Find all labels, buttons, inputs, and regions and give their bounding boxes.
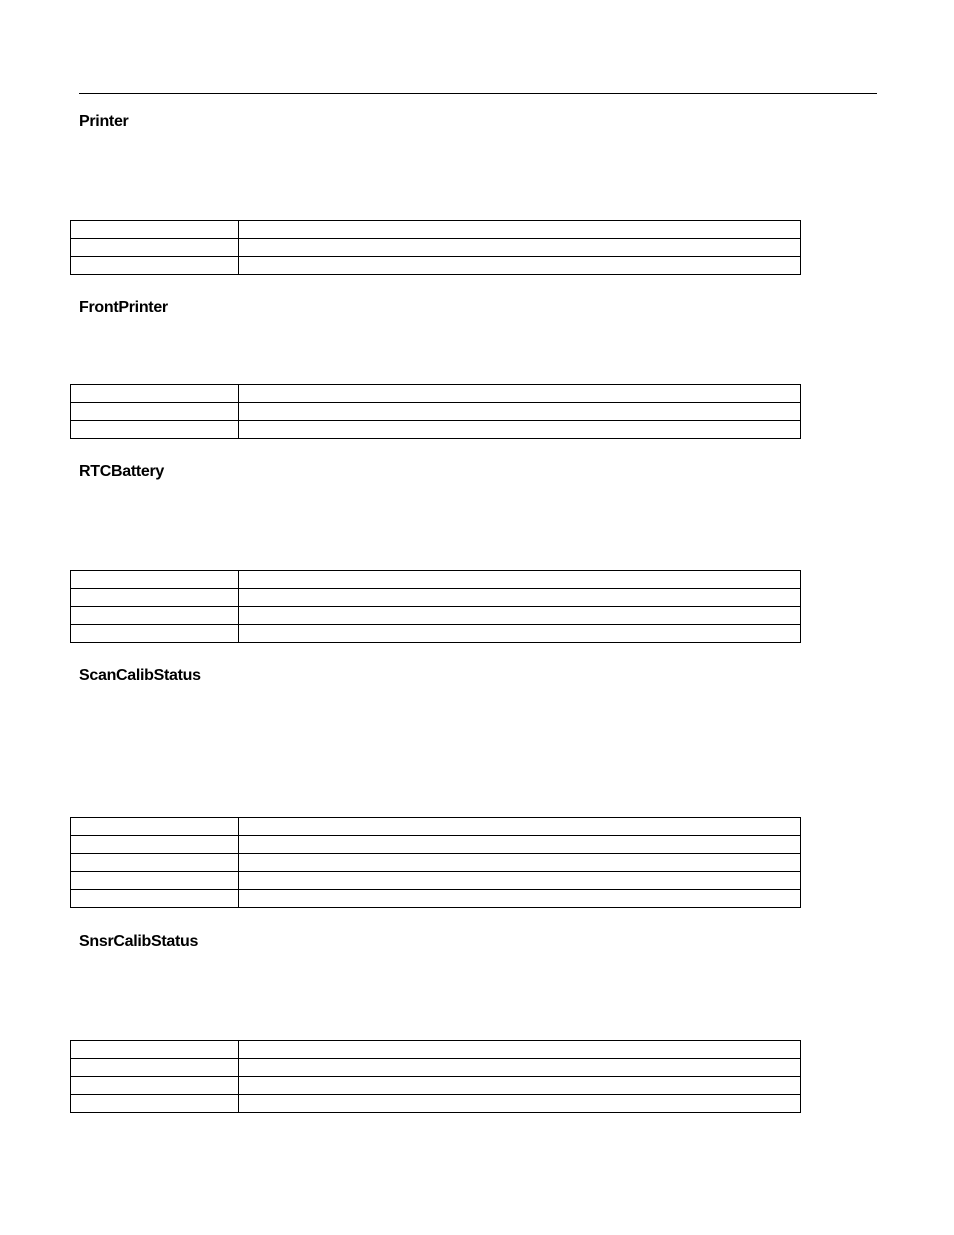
table-row [71, 571, 801, 589]
table-row [71, 1095, 801, 1113]
table-cell [71, 1041, 239, 1059]
table-row [71, 1077, 801, 1095]
snsrcalibstatus-table [70, 1040, 801, 1113]
table-cell [239, 421, 801, 439]
table-cell [71, 403, 239, 421]
table-cell [71, 1077, 239, 1095]
table-cell [71, 221, 239, 239]
table-cell [71, 890, 239, 908]
section-title-scancalibstatus: ScanCalibStatus [79, 667, 201, 684]
frontprinter-table [70, 384, 801, 439]
table-cell [239, 1095, 801, 1113]
scancalibstatus-table [70, 817, 801, 908]
table-row [71, 239, 801, 257]
top-rule [79, 93, 877, 94]
table-row [71, 836, 801, 854]
table-cell [239, 890, 801, 908]
table-cell [239, 854, 801, 872]
table-cell [71, 1095, 239, 1113]
table-cell [239, 1041, 801, 1059]
table-row [71, 257, 801, 275]
table-cell [239, 818, 801, 836]
table-cell [239, 257, 801, 275]
table-cell [239, 1059, 801, 1077]
table-cell [71, 818, 239, 836]
table-cell [239, 625, 801, 643]
table-row [71, 872, 801, 890]
table-cell [239, 607, 801, 625]
table-cell [239, 385, 801, 403]
table-row [71, 421, 801, 439]
table-cell [71, 625, 239, 643]
table-cell [239, 571, 801, 589]
table-row [71, 385, 801, 403]
table-cell [71, 385, 239, 403]
section-title-snsrcalibstatus: SnsrCalibStatus [79, 933, 199, 950]
section-title-frontprinter: FrontPrinter [79, 299, 168, 316]
table-cell [71, 421, 239, 439]
table-row [71, 854, 801, 872]
table-row [71, 403, 801, 421]
table-cell [239, 872, 801, 890]
table-row [71, 625, 801, 643]
table-cell [71, 589, 239, 607]
table-cell [239, 1077, 801, 1095]
table-cell [71, 571, 239, 589]
table-row [71, 890, 801, 908]
table-cell [71, 239, 239, 257]
table-row [71, 607, 801, 625]
table-cell [239, 239, 801, 257]
table-cell [239, 221, 801, 239]
table-cell [71, 257, 239, 275]
table-row [71, 589, 801, 607]
section-title-printer: Printer [79, 113, 129, 130]
table-row [71, 818, 801, 836]
table-cell [71, 872, 239, 890]
printer-table [70, 220, 801, 275]
table-cell [71, 854, 239, 872]
table-cell [71, 836, 239, 854]
table-cell [71, 607, 239, 625]
table-row [71, 1059, 801, 1077]
section-title-rtcbattery: RTCBattery [79, 463, 165, 480]
table-row [71, 1041, 801, 1059]
table-cell [239, 836, 801, 854]
rtcbattery-table [70, 570, 801, 643]
table-cell [239, 403, 801, 421]
table-cell [71, 1059, 239, 1077]
table-row [71, 221, 801, 239]
table-cell [239, 589, 801, 607]
